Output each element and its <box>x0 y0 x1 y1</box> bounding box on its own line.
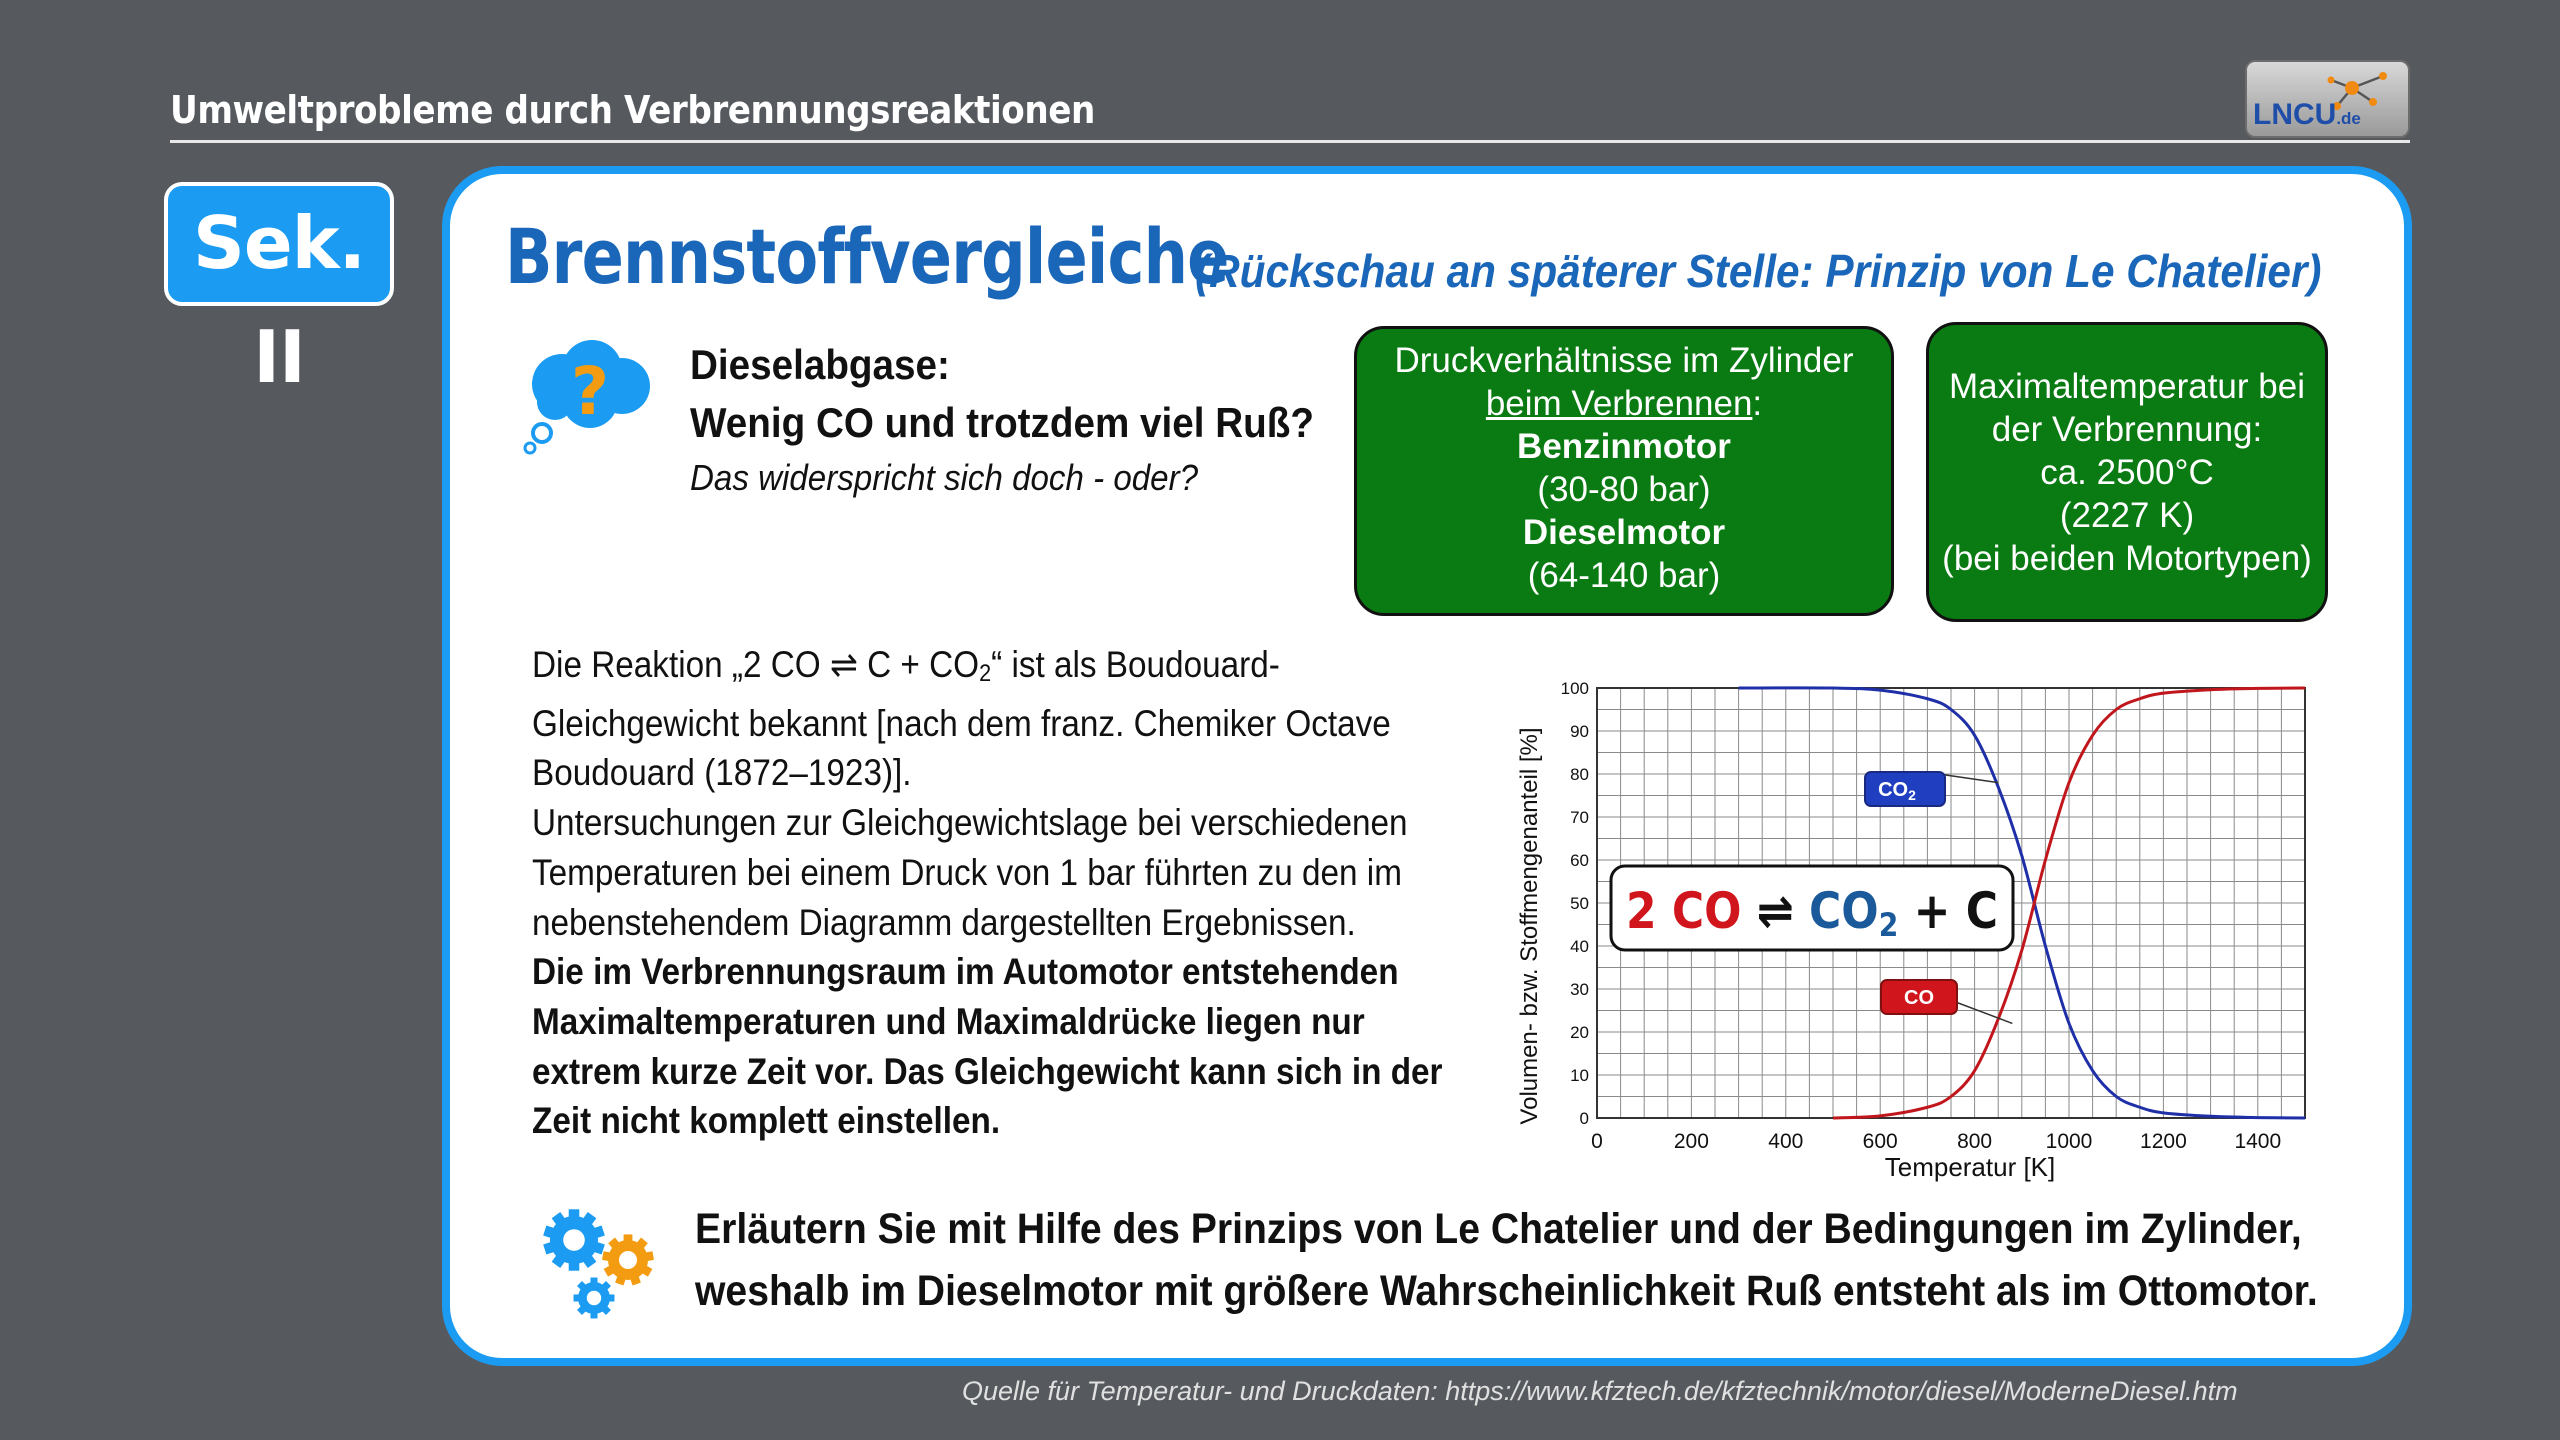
x-tick-label: 1200 <box>2140 1130 2187 1153</box>
y-tick-label: 20 <box>1570 1023 1589 1042</box>
diesel-engine-label: Dieselmotor <box>1522 513 1726 552</box>
y-tick-label: 0 <box>1579 1109 1589 1128</box>
x-axis-label: Temperatur [K] <box>1884 1152 2056 1182</box>
y-tick-label: 10 <box>1570 1066 1589 1085</box>
task-line: weshalb im Dieselmotor mit größere Wahrscheinlichkeit Ruß entsteht als im Ottomotor. <box>695 1267 2318 1315</box>
petrol-engine-pressure: (30-80 bar) <box>1537 470 1711 509</box>
header-title: Umweltprobleme durch Verbrennungsreaktionen <box>170 88 1095 132</box>
temp-box-line: Maximaltemperatur bei <box>1949 367 2305 406</box>
task-text <box>695 1198 2478 1322</box>
pressure-box-subtitle: beim Verbrennen: <box>1485 384 1763 423</box>
gear-small <box>574 1278 615 1319</box>
body-line: extrem kurze Zeit vor. Das Gleichgewicht kann sich in der <box>532 1050 1443 1092</box>
thought-bubble-question-icon <box>520 336 660 456</box>
y-axis-label: Volumen- bzw. Stoffmengenanteil [%] <box>1516 727 1543 1125</box>
diesel-engine-pressure: (64-140 bar) <box>1527 556 1721 595</box>
x-tick-label: 200 <box>1673 1130 1709 1153</box>
svg-text:CO2: $CO_2$ <box>1878 779 1916 803</box>
page-title: Brennstoffvergleiche <box>505 212 1229 301</box>
y-tick-label: 90 <box>1570 722 1589 741</box>
body-line: Boudouard (1872–1923)]. <box>532 752 912 794</box>
petrol-engine-label: Benzinmotor <box>1517 427 1731 466</box>
x-tick-label: 600 <box>1862 1130 1898 1153</box>
temperature-info-box <box>1926 322 2328 622</box>
gear-large <box>543 1209 605 1270</box>
y-tick-label: 40 <box>1570 937 1589 956</box>
y-tick-label: 80 <box>1570 765 1589 784</box>
question-heading: Dieselabgase: <box>690 341 950 388</box>
reaction-equation-box <box>1611 866 2013 950</box>
y-tick-label: 30 <box>1570 980 1589 999</box>
question-text: Wenig CO und trotzdem viel Ruß? <box>690 399 1314 446</box>
body-line: Die Reaktion „2 CO ⇌ $C + CO_2“$ ist als Boudouard- <box>532 644 1280 687</box>
body-line: Untersuchungen zur Gleichgewichtslage bei verschiedenen <box>532 802 1408 844</box>
y-tick-label: 100 <box>1560 679 1589 698</box>
co2-series-label <box>1865 772 1998 806</box>
equilibrium-chart <box>1505 658 2345 1188</box>
body-line: Zeit nicht komplett einstellen. <box>532 1100 1001 1142</box>
gear-orange <box>602 1234 654 1285</box>
svg-text:2 CO ⇌ CO2 + C: 2 CO ⇌ CO2 + C <box>1625 882 1999 945</box>
body-line: Die im Verbrennungsraum im Automotor entstehenden <box>532 951 1399 993</box>
body-line: nebenstehendem Diagramm dargestellten Ergebnissen. <box>532 901 1356 943</box>
pressure-box-title: Druckverhältnisse im Zylinder <box>1394 341 1854 380</box>
y-tick-label: 50 <box>1570 894 1589 913</box>
logo-text: LNCU.de <box>2253 98 2361 131</box>
x-tick-label: 800 <box>1957 1130 1993 1153</box>
question-block <box>690 336 1368 504</box>
page-subtitle: (Rückschau an späterer Stelle: Prinzip von Le Chatelier) <box>1195 245 2322 297</box>
co-series-label <box>1881 980 2012 1023</box>
gears-icon <box>538 1204 668 1324</box>
task-line: Erläutern Sie mit Hilfe des Prinzips von Le Chatelier und der Bedingungen im Zylinder, <box>695 1205 2302 1253</box>
body-line: Temperaturen bei einem Druck von 1 bar führten zu den im <box>532 851 1402 893</box>
source-note: Quelle für Temperatur- und Druckdaten: https://www.kfztech.de/kfztechnik/motor/diesel/ModerneDiesel.htm <box>962 1376 2238 1406</box>
y-tick-label: 60 <box>1570 851 1589 870</box>
x-tick-label: 400 <box>1768 1130 1804 1153</box>
temp-box-line: der Verbrennung: <box>1991 410 2263 449</box>
question-remark: Das widerspricht sich doch - oder? <box>690 457 1199 498</box>
temp-box-note: (bei beiden Motortypen) <box>1942 539 2312 578</box>
pressure-info-box <box>1354 326 1894 616</box>
y-tick-label: 70 <box>1570 808 1589 827</box>
logo <box>2245 60 2410 138</box>
temp-celsius: ca. 2500°C <box>2040 453 2214 492</box>
temp-kelvin: (2227 K) <box>2059 496 2195 535</box>
x-tick-label: 1400 <box>2234 1130 2282 1153</box>
body-text <box>532 640 1472 1146</box>
x-tick-label: 0 <box>1591 1130 1603 1153</box>
x-tick-label: 1000 <box>2045 1130 2093 1153</box>
header-divider <box>170 140 2410 143</box>
body-line: Maximaltemperaturen und Maximaldrücke liegen nur <box>532 1000 1365 1042</box>
svg-text:CO: CO <box>1904 987 1934 1009</box>
body-line: Gleichgewicht bekannt [nach dem franz. Chemiker Octave <box>532 702 1391 744</box>
svg-text:?: ? <box>570 353 610 430</box>
level-badge: Sek. II <box>164 182 394 306</box>
